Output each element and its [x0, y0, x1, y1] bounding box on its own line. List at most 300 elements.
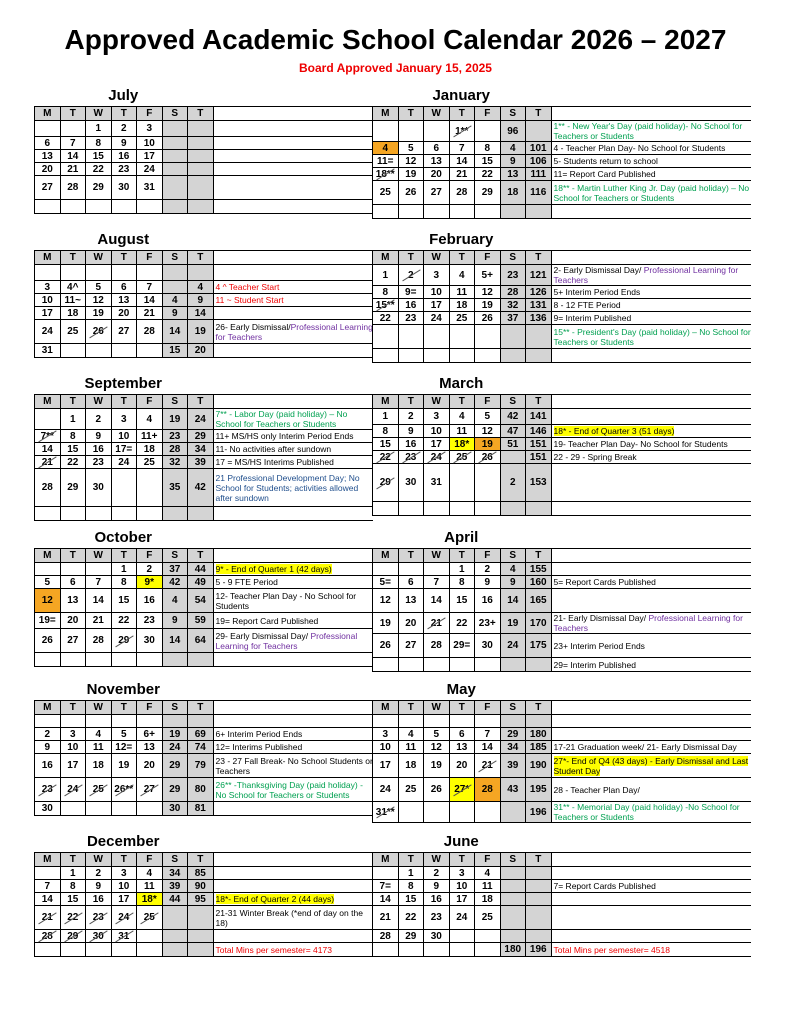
day-cell: 26** — [111, 778, 137, 802]
day-cell: 3 — [35, 281, 61, 294]
month-name-may: May — [446, 681, 476, 698]
day-cell: 20 — [111, 307, 137, 320]
day-cell: 30 — [398, 464, 424, 502]
running-total-cell: 24 — [500, 634, 526, 658]
day-cell: 16 — [111, 150, 137, 163]
running-total-cell — [500, 802, 526, 823]
day-header-row — [35, 251, 374, 265]
note-text: 19- Teacher Plan Day- No School for Students — [553, 439, 728, 449]
day-header: M — [35, 251, 61, 265]
note-text: Professional Learning for Teachers — [215, 321, 373, 342]
note-cell — [551, 943, 751, 957]
day-cell: 23 — [86, 456, 112, 469]
day-header: T — [398, 853, 424, 867]
day-cell — [449, 930, 475, 943]
day-cell: 3 — [373, 728, 399, 741]
running-total-cell — [526, 715, 552, 728]
note-text: 23 - 27 Fall Break- No School Students or Teachers — [215, 755, 373, 776]
day-header: S — [162, 853, 188, 867]
running-total-cell — [188, 930, 214, 943]
running-total-cell: 64 — [188, 629, 214, 653]
running-total-cell: 51 — [500, 438, 526, 451]
running-total-cell — [188, 507, 214, 521]
note-cell — [213, 507, 373, 521]
week-row — [373, 943, 752, 957]
running-total-cell: 59 — [188, 613, 214, 629]
day-cell: 2 — [424, 867, 450, 880]
running-total-cell: 47 — [500, 425, 526, 438]
running-total-cell: 24 — [188, 409, 214, 430]
day-header: M — [35, 107, 61, 121]
running-total-cell: 195 — [526, 778, 552, 802]
day-cell: 7= — [373, 880, 399, 893]
day-cell — [424, 563, 450, 576]
week-row — [35, 137, 374, 150]
day-cell: 20 — [424, 168, 450, 181]
note-text: 29- Early Dismissal Day/ — [215, 630, 311, 641]
note-text: Professional Learning for Teachers — [553, 265, 739, 285]
running-total-cell: 34 — [500, 741, 526, 754]
running-total-cell: 39 — [162, 880, 188, 893]
day-cell — [449, 658, 475, 672]
day-header-row — [373, 107, 752, 121]
note-cell — [213, 307, 373, 320]
running-total-cell — [500, 325, 526, 349]
day-cell: 3 — [424, 265, 450, 286]
day-cell: 17 — [424, 438, 450, 451]
day-cell: 25 — [449, 312, 475, 325]
running-total-cell — [500, 349, 526, 363]
day-cell: 15 — [60, 443, 86, 456]
running-total-cell: 39 — [188, 456, 214, 469]
day-cell — [86, 200, 112, 214]
week-row — [373, 613, 752, 634]
note-cell — [213, 943, 373, 957]
day-cell: 28 — [86, 629, 112, 653]
day-cell: 26 — [424, 778, 450, 802]
note-cell — [551, 728, 751, 741]
day-cell: 27 — [424, 181, 450, 205]
note-cell — [551, 930, 751, 943]
note-cell — [551, 880, 751, 893]
running-total-cell: 37 — [500, 312, 526, 325]
day-cell: 16 — [424, 893, 450, 906]
day-cell: 1 — [86, 121, 112, 137]
running-total-cell — [188, 121, 214, 137]
day-cell: 16 — [398, 299, 424, 312]
day-header: S — [162, 701, 188, 715]
running-total-cell — [500, 906, 526, 930]
running-total-cell: 29 — [500, 728, 526, 741]
running-total-cell: 9 — [188, 294, 214, 307]
running-total-cell — [162, 150, 188, 163]
day-cell — [424, 121, 450, 142]
running-total-cell: 13 — [500, 168, 526, 181]
day-cell: 22 — [86, 163, 112, 176]
day-cell: 3 — [449, 867, 475, 880]
day-header: T — [449, 853, 475, 867]
day-cell: 18 — [60, 307, 86, 320]
running-total-cell — [162, 200, 188, 214]
day-cell — [35, 409, 61, 430]
day-cell — [424, 502, 450, 516]
page-subtitle: Board Approved January 15, 2025 — [299, 61, 492, 75]
day-header: F — [137, 251, 163, 265]
day-cell — [373, 867, 399, 880]
day-cell: 28 — [35, 930, 61, 943]
day-cell — [35, 121, 61, 137]
month-table-june — [372, 852, 751, 957]
day-cell: 14 — [424, 589, 450, 613]
day-cell — [111, 344, 137, 358]
note-text: 11= Report Card Published — [553, 169, 656, 179]
day-header: T — [60, 107, 86, 121]
day-cell: 11= — [373, 155, 399, 168]
day-cell: 26 — [373, 634, 399, 658]
running-total-cell — [162, 906, 188, 930]
day-cell — [60, 653, 86, 667]
day-header: F — [137, 395, 163, 409]
notes-header — [551, 107, 751, 121]
day-cell: 3 — [111, 409, 137, 430]
running-total-cell — [162, 265, 188, 281]
running-total-cell: 111 — [526, 168, 552, 181]
day-header: T — [398, 701, 424, 715]
day-cell: 10 — [137, 137, 163, 150]
day-cell — [398, 325, 424, 349]
day-cell: 7 — [86, 576, 112, 589]
day-header-row — [373, 701, 752, 715]
running-total-cell: 4 — [500, 563, 526, 576]
day-cell — [60, 121, 86, 137]
day-cell: 8 — [111, 576, 137, 589]
day-cell: 26 — [475, 451, 501, 464]
day-cell: 30 — [475, 634, 501, 658]
day-cell: 16 — [475, 589, 501, 613]
week-row — [35, 728, 374, 741]
running-total-cell: 14 — [188, 307, 214, 320]
running-total-cell: 14 — [500, 589, 526, 613]
running-total-cell — [188, 906, 214, 930]
day-cell: 23 — [111, 163, 137, 176]
day-cell: 21 — [35, 906, 61, 930]
running-total-cell: 29 — [162, 754, 188, 778]
week-row — [373, 728, 752, 741]
day-cell: 15** — [373, 299, 399, 312]
running-total-cell: 28 — [162, 443, 188, 456]
week-row — [373, 741, 752, 754]
day-cell: 13 — [60, 589, 86, 613]
running-total-cell: 81 — [188, 802, 214, 816]
notes-header — [213, 251, 373, 265]
running-total-cell — [526, 893, 552, 906]
week-row — [373, 658, 752, 672]
day-cell: 31 — [424, 464, 450, 502]
day-cell: 18 — [449, 299, 475, 312]
day-cell: 24 — [35, 320, 61, 344]
running-total-cell: 146 — [526, 425, 552, 438]
day-cell: 5= — [373, 576, 399, 589]
day-cell: 29= — [449, 634, 475, 658]
running-total-cell — [162, 653, 188, 667]
day-cell: 21 — [424, 613, 450, 634]
note-cell — [213, 176, 373, 200]
day-cell — [449, 802, 475, 823]
day-header: T — [526, 549, 552, 563]
day-cell — [373, 658, 399, 672]
note-text: 26** -Thanksgiving Day (paid holiday) -No School for Teachers or Students — [215, 779, 363, 800]
week-row — [373, 299, 752, 312]
day-cell: 13 — [137, 741, 163, 754]
day-cell — [86, 715, 112, 728]
day-cell: 30 — [137, 629, 163, 653]
day-header: M — [373, 107, 399, 121]
day-cell: 1 — [398, 867, 424, 880]
note-cell — [213, 200, 373, 214]
day-cell: 7 — [475, 728, 501, 741]
note-cell — [213, 443, 373, 456]
running-total-cell — [526, 867, 552, 880]
week-row — [373, 325, 752, 349]
day-cell: 30 — [35, 802, 61, 816]
running-total-cell — [500, 451, 526, 464]
note-cell — [213, 576, 373, 589]
note-text: 19= Report Card Published — [215, 615, 319, 626]
running-total-cell — [188, 137, 214, 150]
day-header: T — [449, 107, 475, 121]
day-cell: 4 — [137, 867, 163, 880]
day-cell: 7 — [137, 281, 163, 294]
day-cell: 25 — [137, 906, 163, 930]
running-total-cell — [526, 325, 552, 349]
day-cell: 1 — [60, 867, 86, 880]
week-row — [35, 754, 374, 778]
day-cell: 10 — [373, 741, 399, 754]
day-cell: 5 — [35, 576, 61, 589]
note-text: 5+ Interim Period Ends — [553, 287, 641, 297]
note-cell — [213, 778, 373, 802]
week-row — [373, 265, 752, 286]
week-row — [35, 613, 374, 629]
day-cell: 14 — [475, 741, 501, 754]
week-row — [35, 893, 374, 906]
day-cell: 15 — [60, 893, 86, 906]
day-cell: 13 — [398, 589, 424, 613]
running-total-cell: 37 — [162, 563, 188, 576]
week-row — [35, 943, 374, 957]
day-header: M — [35, 701, 61, 715]
month-table-may — [372, 700, 751, 823]
day-cell — [475, 502, 501, 516]
day-cell — [137, 344, 163, 358]
notes-header — [213, 107, 373, 121]
day-cell: 6 — [398, 576, 424, 589]
day-header: T — [111, 853, 137, 867]
note-text: 21-31 Winter Break (*end of day on the 18) — [215, 907, 363, 928]
week-row — [35, 294, 374, 307]
running-total-cell — [526, 880, 552, 893]
running-total-cell — [188, 150, 214, 163]
notes-header — [551, 251, 751, 265]
day-cell: 24 — [424, 312, 450, 325]
day-cell: 30 — [86, 469, 112, 507]
day-cell: 7** — [35, 430, 61, 443]
week-row — [35, 121, 374, 137]
day-cell: 1 — [373, 409, 399, 425]
notes-header — [551, 701, 751, 715]
week-row — [35, 715, 374, 728]
day-header: T — [60, 251, 86, 265]
day-cell: 9= — [398, 286, 424, 299]
day-cell: 27 — [137, 778, 163, 802]
note-cell — [551, 121, 751, 142]
day-cell: 26 — [398, 181, 424, 205]
running-total-cell — [526, 658, 552, 672]
day-cell — [60, 715, 86, 728]
day-cell: 15 — [475, 155, 501, 168]
note-cell — [551, 265, 751, 286]
day-cell — [111, 265, 137, 281]
note-cell — [213, 430, 373, 443]
month-name-january: January — [432, 87, 491, 104]
day-cell — [137, 653, 163, 667]
day-cell: 28 — [475, 778, 501, 802]
note-text: 17 = MS/HS Interims Published — [215, 457, 334, 467]
day-header: T — [188, 395, 214, 409]
note-cell — [551, 451, 751, 464]
day-cell — [111, 802, 137, 816]
day-header: F — [137, 853, 163, 867]
day-cell — [398, 502, 424, 516]
day-cell: 26 — [35, 629, 61, 653]
day-cell: 9* — [137, 576, 163, 589]
week-row — [35, 443, 374, 456]
note-text: 29= Interim Published — [553, 659, 636, 670]
day-cell: 25 — [398, 778, 424, 802]
day-cell — [35, 507, 61, 521]
note-text: 28 - Teacher Plan Day/ — [553, 784, 640, 795]
note-cell — [213, 281, 373, 294]
note-cell — [213, 754, 373, 778]
running-total-cell: 190 — [526, 754, 552, 778]
month-table-july — [34, 106, 373, 214]
day-cell — [475, 464, 501, 502]
day-cell — [86, 653, 112, 667]
running-total-cell: 35 — [162, 469, 188, 507]
note-text: 1** - New Year's Day (paid holiday)- No School for Teachers or Students — [553, 121, 743, 141]
week-row — [373, 589, 752, 613]
day-cell: 18* — [449, 438, 475, 451]
day-header: T — [188, 701, 214, 715]
day-cell: 16 — [35, 754, 61, 778]
week-row — [373, 893, 752, 906]
day-cell — [86, 265, 112, 281]
note-cell — [551, 425, 751, 438]
day-header: W — [424, 853, 450, 867]
note-cell — [213, 320, 373, 344]
running-total-cell: 141 — [526, 409, 552, 425]
running-total-cell: 4 — [188, 281, 214, 294]
day-header: M — [35, 853, 61, 867]
day-cell: 22 — [398, 906, 424, 930]
week-row — [35, 589, 374, 613]
day-header: W — [424, 251, 450, 265]
day-cell: 19 — [86, 307, 112, 320]
day-cell: 25 — [373, 181, 399, 205]
day-cell: 3 — [424, 409, 450, 425]
day-cell: 24 — [60, 778, 86, 802]
day-cell — [449, 502, 475, 516]
day-cell: 14 — [60, 150, 86, 163]
day-cell: 22 — [60, 906, 86, 930]
note-cell — [213, 893, 373, 906]
note-text: Total Mins per semester= 4518 — [553, 944, 670, 955]
day-cell: 30 — [86, 930, 112, 943]
running-total-cell — [188, 176, 214, 200]
day-cell: 23+ — [475, 613, 501, 634]
week-row — [35, 802, 374, 816]
day-header: M — [373, 395, 399, 409]
note-cell — [213, 715, 373, 728]
day-cell: 24 — [137, 163, 163, 176]
day-cell: 11 — [86, 741, 112, 754]
day-cell: 4 — [449, 265, 475, 286]
day-cell — [35, 943, 61, 957]
running-total-cell: 20 — [188, 344, 214, 358]
note-cell — [213, 265, 373, 281]
week-row — [35, 409, 374, 430]
note-text: Professional Learning for Teachers — [215, 630, 358, 651]
running-total-cell — [500, 880, 526, 893]
day-cell: 31** — [373, 802, 399, 823]
note-cell — [551, 754, 751, 778]
day-cell: 17 — [137, 150, 163, 163]
note-text: Total Mins per semester= 4173 — [215, 944, 332, 955]
day-cell: 28 — [424, 634, 450, 658]
running-total-cell — [188, 163, 214, 176]
day-cell: 4 — [137, 409, 163, 430]
running-total-cell: 32 — [500, 299, 526, 312]
day-cell: 19= — [35, 613, 61, 629]
note-text: 31** - Memorial Day (paid holiday) -No School for Teachers or Students — [553, 802, 740, 822]
running-total-cell: 42 — [188, 469, 214, 507]
week-row — [373, 451, 752, 464]
day-cell: 13 — [111, 294, 137, 307]
day-header: T — [398, 395, 424, 409]
running-total-cell: 29 — [162, 778, 188, 802]
note-text: 11 ~ Student Start — [215, 295, 284, 305]
day-cell: 12 — [475, 425, 501, 438]
day-cell: 25 — [60, 320, 86, 344]
day-cell — [111, 507, 137, 521]
day-cell: 5 — [475, 409, 501, 425]
day-cell — [60, 507, 86, 521]
notes-header — [213, 549, 373, 563]
month-name-june: June — [443, 833, 479, 850]
running-total-cell: 155 — [526, 563, 552, 576]
running-total-cell: 95 — [188, 893, 214, 906]
day-header: T — [111, 549, 137, 563]
running-total-cell: 160 — [526, 576, 552, 589]
day-cell: 28 — [373, 930, 399, 943]
day-cell: 29 — [60, 930, 86, 943]
note-cell — [213, 409, 373, 430]
day-header: T — [188, 549, 214, 563]
note-cell — [551, 181, 751, 205]
note-cell — [213, 741, 373, 754]
day-cell: 17 — [35, 307, 61, 320]
day-cell — [475, 802, 501, 823]
